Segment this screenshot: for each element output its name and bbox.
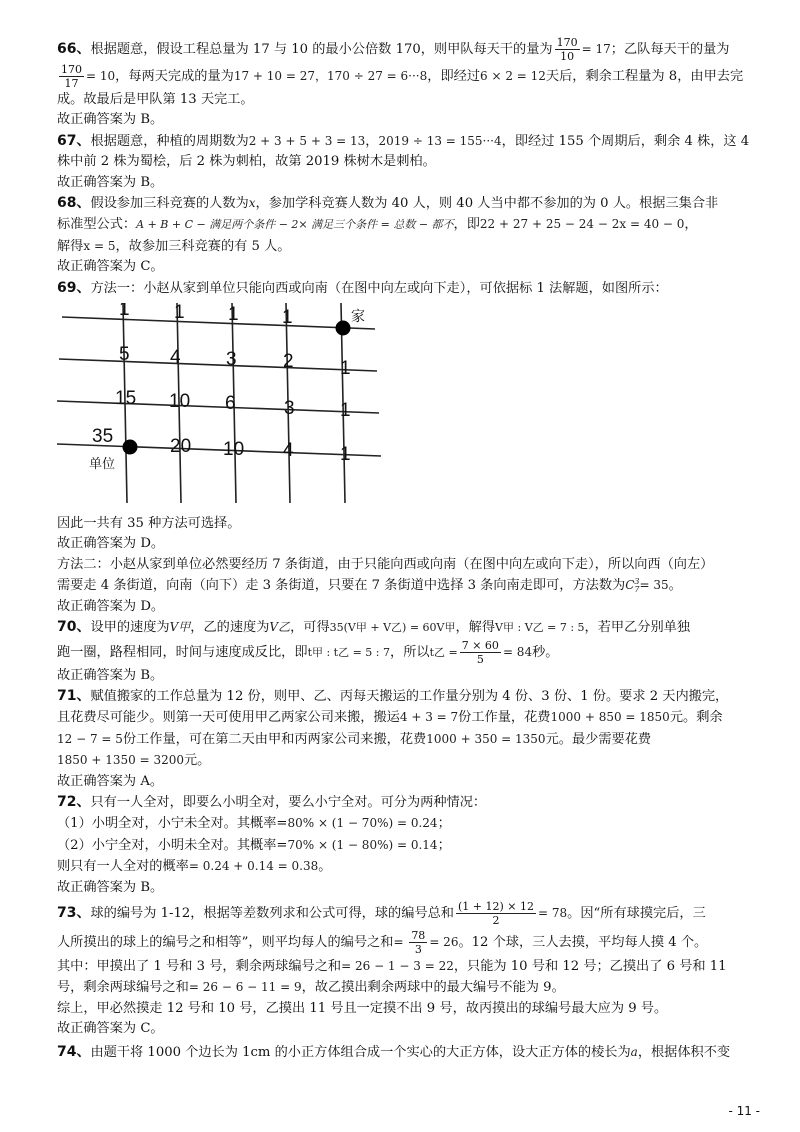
subscript: 7 — [634, 584, 640, 594]
math: V甲 — [169, 620, 191, 635]
text: ； — [437, 816, 451, 832]
page-number: - 11 - — [728, 1104, 760, 1118]
math: A + B + C − 满足两个条件 − 2× 满足三个条件 = 总数 − 都不 — [136, 218, 454, 232]
office-label: 单位 — [89, 456, 116, 472]
q70-answer: 故正确答案为 B。 — [57, 667, 164, 683]
home-label: 家 — [351, 308, 365, 325]
q66-answer: 故正确答案为 B。 — [57, 112, 164, 128]
q74-line1 — [57, 1042, 747, 1063]
street-grid-figure — [57, 303, 417, 508]
math: a — [630, 1044, 638, 1059]
text: ，所以 — [390, 644, 430, 660]
text: 。因“所有球摸完后，三 — [567, 905, 706, 921]
text: 元。最少需要花费 — [545, 731, 652, 747]
text: 赋值搬家的工作总量为 12 份，则甲、乙、丙每天搬运的工作量分别为 4 份、3 份、1 份。要求 2 天内搬完， — [90, 688, 729, 704]
text: ，故乙摸出剩余两球中的最大编号不能为 9。 — [301, 980, 565, 996]
q66-line1 — [57, 36, 747, 63]
q72-answer: 故正确答案为 B。 — [57, 879, 164, 895]
q68-line1 — [57, 193, 747, 214]
text: ，乙的速度为 — [190, 620, 270, 636]
math: = 78 — [538, 905, 568, 920]
q68-line2 — [57, 214, 747, 235]
math: = 17 — [581, 42, 611, 56]
q68-line3 — [57, 236, 747, 257]
q69-line1 — [57, 278, 747, 299]
grid-label: 4 — [170, 347, 181, 369]
denominator: 17 — [64, 77, 79, 90]
math: 2 + 3 + 5 + 3 = 13 — [248, 133, 366, 148]
superscript: 3 — [634, 576, 640, 586]
denominator: 3 — [414, 942, 422, 956]
q66-line3: 成。故最后是甲队第 13 天完工。 — [57, 92, 254, 107]
q71-line1 — [57, 686, 747, 707]
q67-line1 — [57, 131, 750, 152]
math: = 26 — [429, 934, 459, 949]
grid-label: 1 — [340, 400, 351, 422]
text: ，解得 — [455, 620, 496, 636]
q73-line5: 综上，甲必然摸走 12 号和 10 号，乙摸出 11 号且一定摸不出 9 号，故丙摸出的球编号最大应为 9 号。 — [57, 1000, 668, 1016]
math: C — [625, 578, 635, 593]
street-grid-svg — [57, 303, 417, 508]
text: 标准型公式： — [57, 217, 137, 233]
math: 12 − 7 = 5 — [57, 731, 123, 746]
fraction — [460, 639, 501, 666]
grid-label: 1 — [340, 358, 351, 380]
text: 人所摸出的球上的编号之和相等”，则平均每人的编号之和 — [57, 934, 394, 950]
text: 跑一圈，路程相同，时间与速度成反比，即 — [57, 644, 308, 660]
math: V乙 — [269, 620, 291, 635]
combination — [625, 578, 639, 592]
fraction — [409, 929, 427, 956]
numerator: 170 — [61, 63, 82, 76]
text: ， — [365, 133, 379, 149]
q73-line1 — [57, 898, 747, 929]
text: ，每两天完成的量为 — [115, 69, 234, 84]
math: x = 5 — [83, 238, 116, 253]
office-marker — [123, 440, 138, 455]
grid-label: 4 — [283, 440, 294, 462]
grid-label: 2 — [283, 351, 294, 373]
text: 且花费尽可能少。则第一天可使用甲乙两家公司来搬，搬运 — [57, 710, 400, 726]
text: ，故参加三科竞赛的有 5 人。 — [115, 238, 291, 254]
text: ；乙队每天干的量为 — [610, 42, 730, 57]
q68-answer: 故正确答案为 C。 — [57, 259, 164, 275]
math: 35(V甲 + V乙) = 60V甲 — [329, 621, 456, 635]
q69-number: 69、 — [57, 279, 91, 296]
home-marker — [336, 321, 351, 336]
q69-answer2: 故正确答案为 D。 — [57, 598, 165, 614]
q72-case1 — [57, 813, 747, 834]
text: 。 — [668, 578, 682, 594]
grid-label: 5 — [119, 344, 130, 366]
text: 元。剩余 — [669, 710, 723, 726]
math: 6 × 2 = 12 — [480, 69, 546, 83]
text: 设甲的速度为 — [90, 620, 170, 636]
q73-line4 — [57, 977, 747, 998]
grid-label: 6 — [225, 393, 236, 415]
math: t乙 = — [429, 645, 458, 659]
grid-label: 1 — [340, 444, 351, 466]
math: 1000 + 850 = 1850 — [550, 710, 670, 725]
text: 假设参加三科竞赛的人数为 — [90, 196, 249, 212]
text: ， — [684, 217, 698, 233]
grid-label: 10 — [169, 391, 191, 413]
math: = 84 — [502, 644, 533, 659]
q72-line4 — [57, 856, 747, 877]
denominator: 10 — [560, 50, 575, 63]
answer-explanations — [57, 36, 750, 1063]
math: = 26 − 6 − 11 = 9 — [188, 980, 302, 995]
grid-label: 3 — [226, 349, 237, 371]
fraction — [59, 63, 84, 90]
q69-answer1: 故正确答案为 D。 — [57, 536, 165, 552]
text: ，根据体积不变 — [637, 1044, 731, 1060]
q67-number: 67、 — [57, 132, 91, 149]
grid-label: 20 — [170, 436, 192, 458]
numerator: 170 — [556, 36, 578, 49]
text: 球的编号为 1-12，根据等差数列求和公式可得，球的编号总和 — [90, 905, 454, 921]
text: 元。 — [183, 753, 211, 769]
q68-number: 68、 — [57, 195, 91, 212]
text: 根据题意，种植的周期数为 — [90, 133, 249, 149]
math: = 35 — [639, 578, 669, 593]
q66-number: 66、 — [57, 41, 91, 57]
math: 1000 + 350 = 1350 — [426, 731, 546, 746]
grid-label: 35 — [92, 426, 114, 448]
text: ，即经过 — [427, 69, 481, 84]
math: 70% × (1 − 80%) = 0.14 — [287, 837, 438, 852]
text: 。 — [318, 859, 332, 875]
text: ，即 — [453, 217, 480, 233]
text: 天后，剩余工程量为 8，由甲去完 — [545, 69, 744, 84]
text: 根据题意，假设工程总量为 17 与 10 的最小公倍数 170，则甲队每天干的量为 — [90, 42, 553, 57]
street-h3 — [57, 401, 379, 413]
q73-line3 — [57, 956, 747, 977]
text: ，只能为 10 号和 12 号；乙摸出了 6 号和 11 — [453, 958, 727, 974]
text: ，即经过 155 个周期后，剩余 4 株，这 4 — [501, 133, 750, 149]
text: ，若甲乙分别单独 — [584, 620, 691, 636]
street-h2 — [59, 359, 377, 371]
street-h1 — [62, 317, 375, 329]
denominator: 2 — [492, 913, 500, 927]
q70-line1 — [57, 617, 747, 638]
text: （2）小宁全对，小明未全对。其概率= — [57, 837, 288, 853]
text: 需要走 4 条街道，向南（向下）走 3 条街道，只要在 7 条街道中选择 3 条向南走即可，方法数为 — [57, 578, 626, 594]
text: ，参加学科竞赛人数为 40 人，则 40 人当中都不参加的为 0 人。根据三集合非 — [255, 196, 719, 212]
q69-method2-line2 — [57, 575, 747, 596]
text: 其中：甲摸出了 1 号和 3 号，剩余两球编号之和 — [57, 958, 342, 974]
q70-number: 70、 — [57, 619, 91, 636]
denominator: 5 — [476, 652, 484, 666]
q71-line2 — [57, 707, 747, 728]
fraction — [456, 900, 536, 927]
text: 由题干将 1000 个边长为 1cm 的小正方体组合成一个实心的大正方体，设大正方体的棱长为 — [90, 1044, 631, 1060]
math: 1850 + 1350 = 3200 — [57, 753, 184, 768]
q73-line2: 人所摸出的球上的编号之和相等”，则平均每人的编号之和= $\frac{78}{3}$ = 26。12 个球，三人去摸，平均每人摸 4 个。 — [57, 928, 708, 956]
q69-line2: 因此一共有 35 种方法可选择。 — [57, 516, 241, 532]
q73-answer: 故正确答案为 C。 — [57, 1021, 164, 1037]
q70-line2 — [57, 639, 747, 666]
q72-line1 — [57, 792, 747, 813]
text: 份工作量，可在第二天由甲和丙两家公司来搬，花费 — [122, 731, 427, 747]
grid-label: 1 — [174, 303, 185, 324]
math: 22 + 27 + 25 − 24 − 2x = 40 − 0 — [479, 217, 685, 232]
grid-label: 1 — [119, 303, 130, 321]
math: 2019 ÷ 13 = 155···4 — [378, 133, 502, 148]
text: 秒。 — [532, 644, 559, 660]
text: 只有一人全对，即要么小明全对，要么小宁全对。可分为两种情况： — [90, 794, 487, 810]
text: 。12 个球，三人去摸，平均每人摸 4 个。 — [458, 934, 708, 950]
math: = 0.24 + 0.14 = 0.38 — [188, 859, 319, 874]
math: x — [248, 196, 256, 211]
numerator: (1 + 12) × 12 — [458, 899, 534, 913]
text: ，可得 — [290, 620, 330, 636]
q74-number: 74、 — [57, 1043, 91, 1060]
q73-number: 73、 — [57, 904, 91, 921]
math: 4 + 3 = 7 — [399, 710, 459, 725]
fraction — [555, 36, 580, 63]
q67-line2: 株中前 2 株为蜀桧，后 2 株为刺柏，故第 2019 株树木是刺柏。 — [57, 154, 436, 170]
text: 解得 — [57, 238, 84, 254]
math: = 10 — [86, 69, 116, 83]
q71-line4 — [57, 750, 747, 771]
grid-label: 3 — [284, 398, 295, 420]
q67-answer: 故正确答案为 B。 — [57, 174, 164, 190]
q71-number: 71、 — [57, 687, 91, 704]
text: （1）小明全对，小宁未全对。其概率= — [57, 816, 288, 832]
grid-label: 15 — [115, 388, 137, 410]
grid-lines — [57, 303, 381, 503]
math: 80% × (1 − 70%) = 0.24 — [287, 816, 438, 831]
grid-label: 1 — [282, 307, 293, 329]
grid-label: 1 — [228, 304, 239, 326]
numerator: 78 — [411, 928, 426, 942]
math: 17 + 10 = 27，170 ÷ 27 = 6···8 — [233, 69, 428, 83]
q72-case2 — [57, 835, 747, 856]
q71-line3 — [57, 729, 747, 750]
q66-line2 — [57, 63, 747, 90]
q69-method2-line1: 方法二：小赵从家到单位必然要经历 7 条街道，由于只能向西或向南（在图中向左或向下走），所以向西（向左） — [57, 556, 714, 572]
math: V甲 : V乙 = 7 : 5 — [495, 621, 585, 635]
grid-label: 10 — [223, 439, 245, 461]
text: ； — [437, 837, 451, 853]
text: 号，剩余两球编号之和 — [57, 980, 189, 996]
text: 方法一：小赵从家到单位只能向西或向南（在图中向左或向下走），可依据标 1 法解题，如图所示： — [90, 280, 668, 296]
q71-answer: 故正确答案为 A。 — [57, 773, 164, 789]
math: t甲 : t乙 = 5 : 7 — [307, 645, 391, 659]
text: 则只有一人全对的概率 — [57, 859, 189, 875]
text: 份工作量，花费 — [458, 710, 551, 726]
numerator: 7 × 60 — [461, 638, 499, 652]
math: = 26 − 1 − 3 = 22 — [341, 958, 454, 973]
q72-number: 72、 — [57, 793, 91, 810]
